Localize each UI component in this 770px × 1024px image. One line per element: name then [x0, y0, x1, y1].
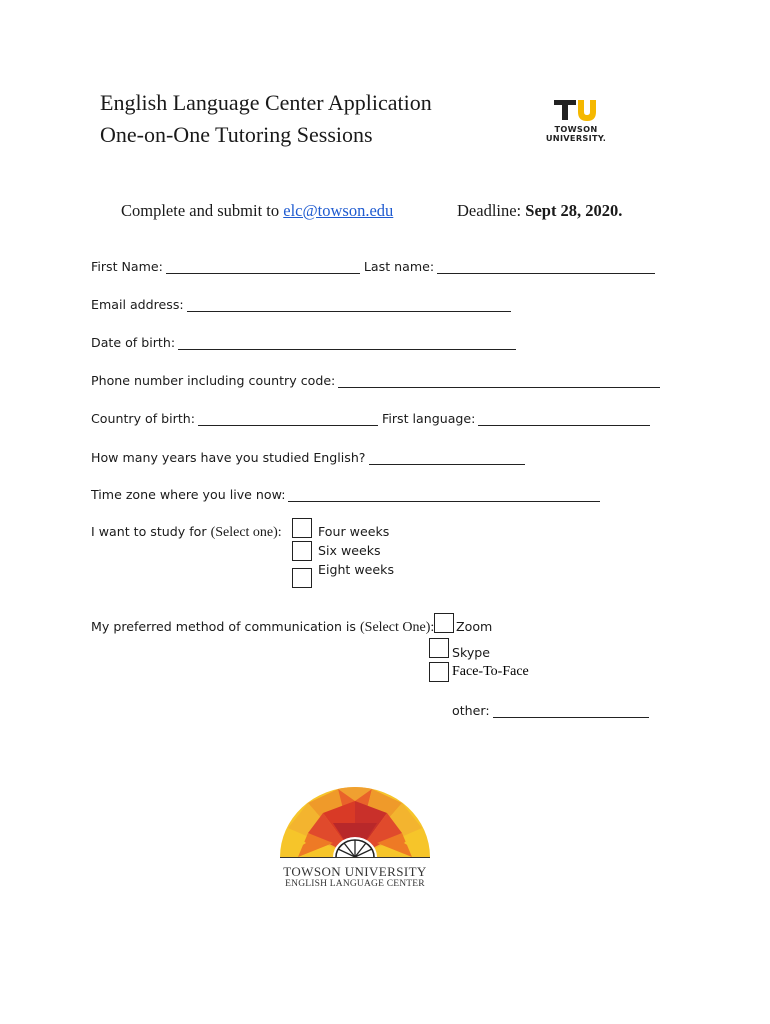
deadline-value: Sept 28, 2020.	[525, 201, 623, 220]
last-name-label: Last name:	[363, 259, 435, 274]
phone-input[interactable]	[338, 374, 660, 388]
form-subtitle: One-on-One Tutoring Sessions	[100, 122, 373, 147]
years-english-row	[91, 450, 525, 465]
form-title: English Language Center Application	[100, 90, 432, 115]
time-zone-label: Time zone where you live now:	[91, 487, 286, 502]
phone-label: Phone number including country code:	[91, 373, 336, 388]
other-input[interactable]	[493, 704, 649, 718]
face-to-face-checkbox[interactable]	[429, 662, 449, 682]
six-weeks-checkbox[interactable]	[292, 541, 312, 561]
last-name-input[interactable]	[437, 260, 655, 274]
submit-email-link[interactable]: elc@towson.edu	[283, 201, 394, 220]
years-english-input[interactable]	[369, 451, 525, 465]
name-row	[91, 259, 655, 274]
email-input[interactable]	[187, 298, 511, 312]
study-duration-select-hint: (Select one):	[210, 525, 282, 540]
eight-weeks-checkbox[interactable]	[292, 568, 312, 588]
elc-logo-line1: TOWSON UNIVERSITY	[283, 864, 427, 879]
country-birth-input[interactable]	[198, 412, 378, 426]
zoom-checkbox[interactable]	[434, 613, 454, 633]
deadline-label: Deadline:	[457, 201, 526, 220]
communication-label	[91, 619, 434, 636]
time-zone-row	[91, 487, 600, 502]
email-row	[91, 297, 511, 312]
face-to-face-label: Face-To-Face	[452, 664, 529, 679]
dob-input[interactable]	[178, 336, 516, 350]
eight-weeks-label: Eight weeks	[318, 562, 395, 577]
email-label: Email address:	[91, 297, 184, 312]
zoom-label: Zoom	[456, 619, 493, 634]
other-label: other:	[452, 703, 490, 718]
first-name-input[interactable]	[166, 260, 360, 274]
first-language-label: First language:	[382, 411, 476, 426]
years-english-label: How many years have you studied English?	[91, 450, 366, 465]
first-name-label: First Name:	[91, 259, 163, 274]
country-language-row	[91, 411, 650, 426]
six-weeks-label: Six weeks	[318, 543, 381, 558]
four-weeks-label: Four weeks	[318, 524, 390, 539]
four-weeks-checkbox[interactable]	[292, 518, 312, 538]
skype-checkbox[interactable]	[429, 638, 449, 658]
study-duration-label	[91, 524, 282, 541]
first-language-input[interactable]	[478, 412, 650, 426]
dob-label: Date of birth:	[91, 335, 176, 350]
phone-row	[91, 373, 660, 388]
towson-logo-text-line2: UNIVERSITY.	[545, 133, 607, 143]
communication-select-hint: (Select One):	[360, 620, 435, 635]
deadline	[457, 201, 622, 221]
towson-logo-text-line1: TOWSON	[554, 124, 598, 134]
elc-sunburst-logo	[278, 783, 432, 863]
skype-label: Skype	[452, 645, 491, 660]
study-duration-label-text: I want to study for	[91, 524, 211, 539]
time-zone-input[interactable]	[288, 488, 600, 502]
submit-instructions	[121, 201, 393, 221]
submit-prefix: Complete and submit to	[121, 201, 284, 220]
communication-label-text: My preferred method of communication is	[91, 619, 360, 634]
elc-logo-line2: ENGLISH LANGUAGE CENTER	[285, 879, 425, 889]
other-row	[452, 703, 649, 718]
dob-row	[91, 335, 516, 350]
country-birth-label: Country of birth:	[91, 411, 196, 426]
